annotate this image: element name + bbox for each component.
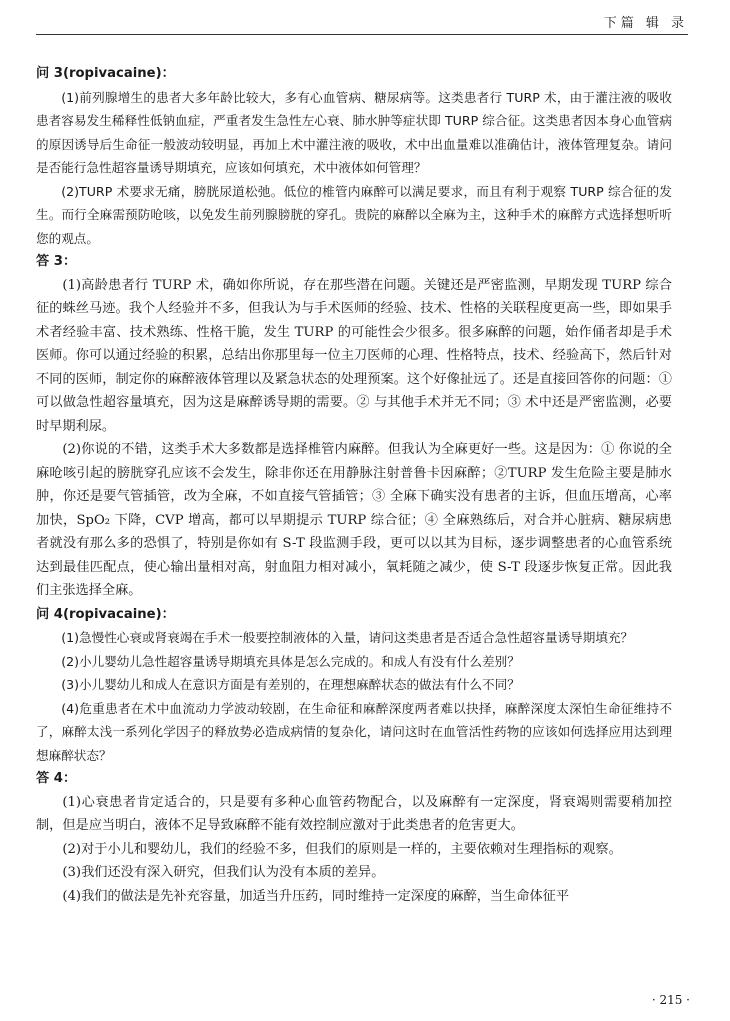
question-4-label: 问 4(ropivacaine)： xyxy=(36,606,175,622)
answer-4-para-2: (2)对于小儿和婴幼儿，我们的经验不多，但我们的原则是一样的，主要依赖对生理指标的观察。 xyxy=(62,841,622,857)
header-rule xyxy=(36,34,688,35)
answer-4-para-4: (4)我们的做法是先补充容量，加适当升压药，同时维持一定深度的麻醉，当生命体征平 xyxy=(62,888,570,904)
question-4-para-4: (4)危重患者在术中血流动力学波动较剧，在生命征和麻醉深度两者难以抉择，麻醉深度太深怕生命征维持不了，麻醉太浅一系列化学因子的释放势必造成病情的复杂化，请问这时在血管活性药物的应该如何选择应用达到理想麻醉状态？ xyxy=(36,700,672,763)
question-3-label: 问 3(ropivacaine)： xyxy=(36,66,175,81)
answer-3 xyxy=(36,250,672,603)
question-4-para-1: (1)急慢性心衰或肾衰竭在手术一般要控制液体的入量，请问这类患者是否适合急性超容量诱导期填充？ xyxy=(61,630,634,645)
answer-4-label: 答 4： xyxy=(36,771,77,786)
answer-4-para-3: (3)我们还没有深入研究，但我们认为没有本质的差异。 xyxy=(62,865,385,880)
answer-3-para-1: (1)高龄患者行 TURP 术，确如你所说，存在那些潜在问题。关键还是严密监测，早期发现 TURP 综合征的蛛丝马迹。我个人经验并不多，但我认为与手术医师的经验、技术、性格的关联程度更高一些，即如果手术者经验丰富、技术熟练、性格干脆，发生 TURP 的可能性会少很多。很多麻醉的问题，始作俑者却是手术医师。你可以通过经验的积累，总结出你那里每一位主刀医师的心理、性格特点，技术、经验高下，然后针对不同的医师，制定你的麻醉液体管理以及紧急状态的处理预案。这个好像扯远了。还是直接回答你的问题：① 可以做急性超容量填充，因为这是麻醉诱导期的需要。② 与其他手术并无不同；③ 术中还是严密监测，必要时早期利尿。 xyxy=(36,277,672,434)
answer-4 xyxy=(36,767,672,908)
answer-4-para-1: (1)心衰患者肯定适合的，只是要有多种心血管药物配合，以及麻醉有一定深度，肾衰竭则需要稍加控制，但是应当明白，液体不足导致麻醉不能有效控制应激对于此类患者的危害更大。 xyxy=(36,794,672,833)
question-4-para-3: (3)小儿婴幼儿和成人在意识方面是有差别的，在理想麻醉状态的做法有什么不同？ xyxy=(61,677,520,692)
question-3 xyxy=(36,62,672,250)
question-4-para-2: (2)小儿婴幼儿急性超容量诱导期填充具体是怎么完成的。和成人有没有什么差别？ xyxy=(61,653,520,669)
answer-3-para-2: (2)你说的不错，这类手术大多数都是选择椎管内麻醉。但我认为全麻更好一些。这是因为：① 你说的全麻呛咳引起的膀胱穿孔应该不会发生，除非你还在用静脉注射普鲁卡因麻醉；②TURP 发生危险主要是肺水肿，你还是要气管插管，改为全麻，不如直接气管插管；③ 全麻下确实没有患者的主诉，但血压增高，心率加快，SpO₂ 下降，CVP 增高，都可以早期提示 TURP 综合征；④ 全麻熟练后，对合并心脏病、糖尿病患者就没有那么多的恐惧了，特别是你如有 S-T 段监测手段，更可以以其为目标，逐步调整患者的心血管系统达到最佳匹配点，使心输出量相对高，射血阻力相对减小，氧耗随之减少，使 S-T 段逐步恢复正常。因此我们主张选择全麻。 xyxy=(36,442,672,598)
answer-3-label: 答 3： xyxy=(36,254,77,269)
page-content xyxy=(36,62,672,908)
question-3-para-1: (1)前列腺增生的患者大多年龄比较大，多有心血管病、糖尿病等。这类患者行 TURP 术，由于灌注液的吸收患者容易发生稀释性低钠血症，严重者发生急性左心衰、肺水肿等症状即 TURP 综合征。这类患者因本身心血管病的原因诱导后生命征一般波动较明显，再加上术中灌注液的吸收，术中出血量难以准确估计，液体管理复杂。请问是否能行急性超容量诱导期填充，应该如何填充，术中液体如何管理？ xyxy=(36,89,672,175)
question-4 xyxy=(36,603,672,768)
page-number: · 215 · xyxy=(651,993,690,1007)
question-3-para-2: (2)TURP 术要求无痛，膀胱尿道松弛。低位的椎管内麻醉可以满足要求，而且有利于观察 TURP 综合征的发生。而行全麻需预防呛咳，以免发生前列腺膀胱的穿孔。贵院的麻醉以全麻为主，这种手术的麻醉方式选择想听听您的观点。 xyxy=(36,183,672,246)
running-header: 下篇 辑 录 xyxy=(603,16,688,31)
